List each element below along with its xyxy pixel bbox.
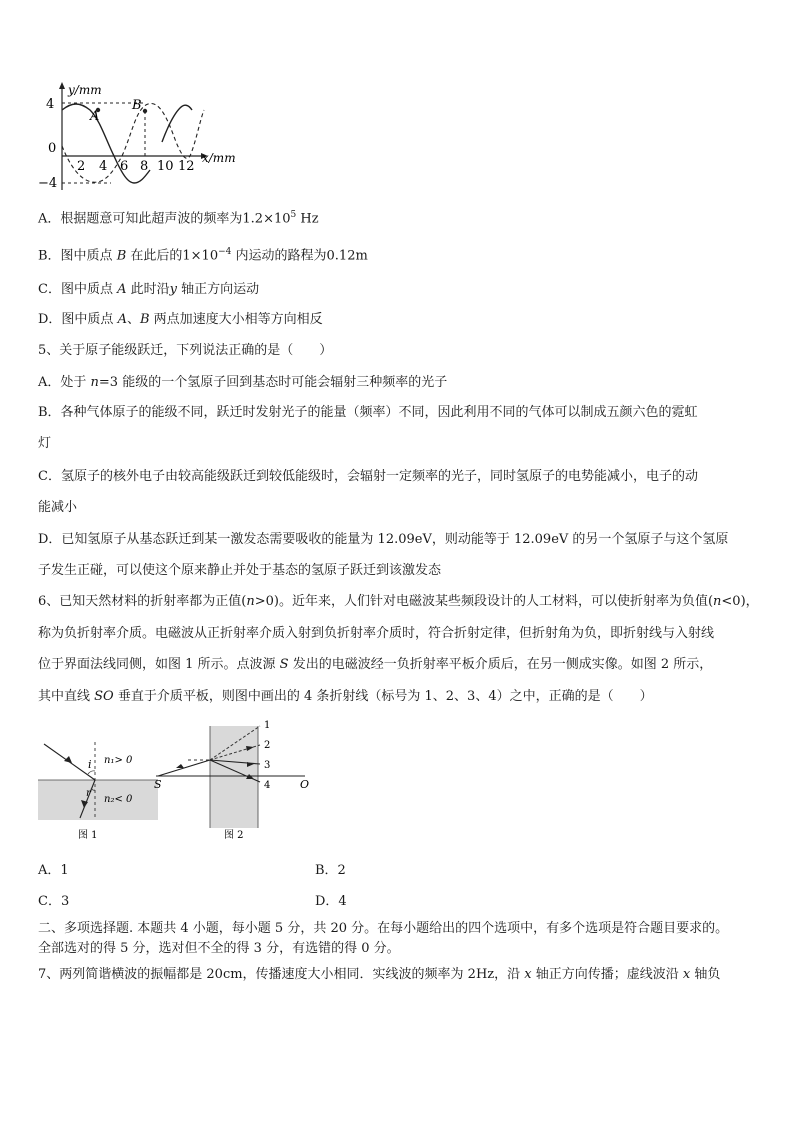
- q5-option-c-line1: C．氢原子的核外电子由较高能级跃迁到较低能级时，会辐射一定频率的光子，同时氢原子的电势能减小，电子的动: [38, 469, 698, 484]
- q6-stem-line2: 称为负折射率介质。电磁波从正折射率介质入射到负折射率介质时，符合折射定律，但折射角为负，即折射线与入射线: [38, 626, 715, 641]
- ray-3-label: 3: [264, 760, 271, 771]
- point-o-label: O: [300, 778, 310, 791]
- x-tick-8: 8: [140, 159, 149, 174]
- y-axis-arrow: [59, 82, 65, 89]
- x-tick-2: 2: [77, 159, 86, 174]
- ray-1-label: 1: [264, 720, 271, 731]
- q6-option-c: C．3: [38, 894, 70, 909]
- y-tick-neg4: −4: [38, 176, 58, 191]
- figure-2-caption: 图 2: [224, 830, 244, 841]
- source-s-label: S: [154, 778, 162, 791]
- x-axis-label: x/mm: [202, 151, 236, 165]
- section-2-heading-line1: 二、多项选择题. 本题共 4 小题，每小题 5 分，共 20 分。在每小题给出的四个选项中，有多个选项是符合题目要求的。: [38, 921, 729, 936]
- ray-4-label: 4: [264, 780, 271, 791]
- figure-1: [36, 730, 166, 845]
- q6-option-d: D．4: [315, 894, 347, 909]
- q6-stem-line4: 其中直线 SO 垂直于介质平板，则图中画出的 4 条折射线（标号为 1、2、3、4）之中，正确的是（ ）: [38, 689, 653, 704]
- q5-option-c-line2: 能减小: [38, 500, 78, 515]
- y-axis-label: y/mm: [68, 83, 102, 97]
- figure-1-caption: 图 1: [78, 830, 98, 841]
- point-a-label: A: [90, 109, 100, 124]
- ray-2-label: 2: [264, 740, 271, 751]
- solid-wave-right: [162, 105, 192, 142]
- negative-medium: [38, 780, 158, 820]
- q6-stem-line1: 6、已知天然材料的折射率都为正值(n>0)。近年来，人们针对电磁波某些频段设计的人工材料，可以使折射率为负值(n<0)，: [38, 594, 759, 609]
- q6-stem-line3: 位于界面法线同侧，如图 1 所示。点波源 S 发出的电磁波经一负折射率平板介质后，在另一侧成实像。如图 2 所示，: [38, 657, 713, 672]
- q5-option-b-line1: B．各种气体原子的能级不同，跃迁时发射光子的能量（频率）不同，因此利用不同的气体可以制成五颜六色的霓虹: [38, 405, 698, 420]
- incident-arrow-2: [176, 764, 184, 768]
- q5-option-a: A．处于 n=3 能级的一个氢原子回到基态时可能会辐射三种频率的光子: [38, 375, 448, 390]
- point-b-label: B: [132, 98, 142, 113]
- q4-option-b: B．图中质点 B 在此后的$1\times 10^{-4}$ 内运动的路程为0.12m: [38, 247, 368, 264]
- n1-label: n₁> 0: [104, 755, 133, 766]
- section-2-heading-line2: 全部选对的得 5 分，选对但不全的得 3 分，有选错的得 0 分。: [38, 941, 400, 956]
- angle-r-label: r: [86, 788, 91, 799]
- angle-i-arc: [88, 771, 95, 774]
- x-tick-12: 12: [178, 159, 195, 174]
- q5-option-d-line1: D．已知氢原子从基态跃迁到某一激发态需要吸收的能量为 12.09eV，则动能等于 12.09eV 的另一个氢原子与这个氢原: [38, 532, 729, 547]
- y-tick-4: 4: [46, 97, 55, 112]
- angle-i-label: i: [88, 758, 92, 771]
- q7-stem: 7、两列简谐横波的振幅都是 20cm，传播速度大小相同．实线波的频率为 2Hz，沿 x 轴正方向传播；虚线波沿 x 轴负: [38, 967, 721, 982]
- wave-graph: [36, 80, 251, 195]
- q5-option-b-line2: 灯: [38, 436, 52, 451]
- x-tick-10: 10: [157, 159, 174, 174]
- q4-option-c: C．图中质点 A 此时沿y 轴正方向运动: [38, 282, 260, 297]
- x-tick-6: 6: [120, 159, 129, 174]
- figure-2: [150, 716, 320, 846]
- q4-option-d: D．图中质点 A、B 两点加速度大小相等方向相反: [38, 312, 323, 327]
- point-b-dot: [143, 109, 147, 113]
- q5-stem: 5、关于原子能级跃迁，下列说法正确的是（ ）: [38, 343, 333, 358]
- q5-option-d-line2: 子发生正碰，可以使这个原来静止并处于基态的氢原子跃迁到该激发态: [38, 563, 442, 578]
- q6-option-b: B．2: [315, 863, 346, 878]
- q6-option-a: A．1: [38, 863, 69, 878]
- q4-option-a: A．根据题意可知此超声波的频率为$1.2\times 10^5$ Hz: [38, 210, 319, 227]
- y-tick-0: 0: [48, 141, 57, 156]
- x-tick-4: 4: [99, 159, 108, 174]
- n2-label: n₂< 0: [104, 794, 133, 805]
